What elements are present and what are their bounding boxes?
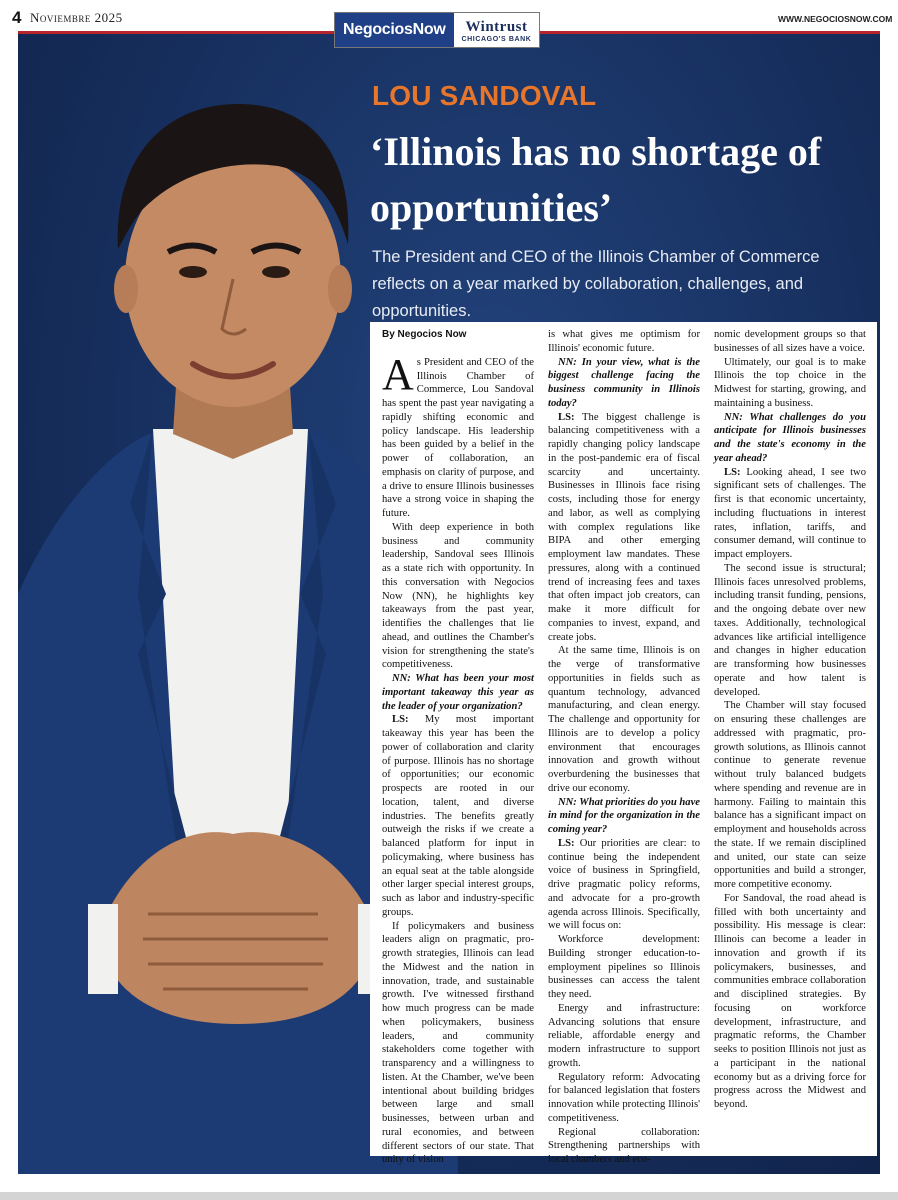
left-eye	[179, 266, 207, 278]
article-paragraph: Ultimately, our goal is to make Illinois the top choice in the Midwest for starting, growing, and maintaining a business.	[714, 356, 866, 409]
interview-answer: LS: The biggest challenge is balancing competitiveness with a rapidly changing policy landscape in the post-pandemic era of fiscal scarcity and uncertainty. Businesses in Illinois face rising costs, including those for energy and labor, as well as complying with complex regulations like BIPA and other emerging employment law mandates. These pressures, along with a continued trend of increasing fees and taxes that often impact job creators, can make it more difficult for companies to invest, expand, and create jobs.	[548, 411, 700, 643]
article-paragraph: is what gives me optimism for Illinois' economic future.	[548, 329, 700, 354]
interview-answer: LS: Our priorities are clear: to continue being the independent voice of business in Springfield, drive pragmatic policy reforms, and advocate for a pro-growth agenda across Illinois. Specifically, we will focus on:	[548, 837, 700, 932]
priority-item: Regulatory reform: Advocating for balanced legislation that fosters innovation while protecting Illinois' competitiveness.	[548, 1071, 700, 1124]
white-shirt	[153, 429, 308, 854]
interview-answer: LS: My most important takeaway this year has been the power of collaboration and clarity of purpose. Illinois has no shortage of opportunities; our economic prospects are rooted in our location, talent, and diverse industries. The benefits greatly outweigh the risks if we create a balanced platform for input in policymaking, where business has an equal seat at the table alongside other larger special interest groups, such as labor and industry-specific groups.	[382, 714, 534, 918]
article-paragraph: The Chamber will stay focused on ensuring these challenges are addressed with pragmatic, pro-growth solutions, as Illinois cannot continue to generate revenue without truly balanced budgets where spending and revenue are in harmony. Failing to maintain this balance has a significant impact on employment and households across the state. If we remain disciplined and united, our state can seize opportunities and build a stronger, more competitive economy.	[714, 700, 866, 890]
wintrust-logo	[454, 13, 540, 47]
page-bottom-edge	[0, 1192, 898, 1200]
interview-question: NN: What priorities do you have in mind for the organization in the coming year?	[548, 796, 700, 835]
page-number: 4	[12, 8, 22, 27]
article-column-1	[382, 328, 534, 1166]
left-cuff	[88, 904, 118, 994]
article-paragraph: nomic development groups so that businesses of all sizes have a voice.	[714, 329, 866, 354]
priority-item: Regional collaboration: Strengthening partnerships with local chambers and eco-	[548, 1126, 700, 1165]
priority-item: Energy and infrastructure: Advancing solutions that ensure reliable, affordable energy and modern infrastructure to support growth.	[548, 1002, 700, 1069]
article-column-2	[548, 328, 700, 1165]
article-column-3	[714, 328, 866, 1156]
article-paragraph: At the same time, Illinois is on the verge of transformative opportunities in fields such as quantum technology, advanced manufacturing, and clean energy. The challenge and opportunity for Illinois are to develop a policy environment that encourages innovation and growth without overburdening the businesses that drive our economy.	[548, 645, 700, 794]
left-ear	[114, 265, 138, 313]
interview-question: NN: In your view, what is the biggest challenge facing the business community in Illinois today?	[548, 356, 700, 409]
deck: The President and CEO of the Illinois Chamber of Commerce reflects on a year marked by collaboration, challenges, and opportunities.	[372, 248, 820, 320]
negocios-now-logo: NegociosNow	[335, 13, 454, 47]
issue-date: Noviembre 2025	[30, 10, 123, 25]
headline: ‘Illinois has no shortage of opportunities’	[370, 129, 822, 230]
interview-question: NN: What challenges do you anticipate for Illinois businesses and the state's economy in the year ahead?	[714, 411, 866, 464]
article-paragraph: For Sandoval, the road ahead is filled with both uncertainty and possibility. His message is clear: Illinois can become a leader in innovation and growth if its policymakers, businesses, and communities embrace collaboration and disciplined strategies. By focusing on workforce development, infrastructure, and pragmatic reforms, the Chamber seeks to position Illinois not just as a participant in the national economy but as a driving force for progress across the Midwest and beyond.	[714, 892, 866, 1110]
masthead-logo[interactable]	[334, 12, 540, 48]
site-url[interactable]: WWW.NEGOCIOSNOW.COM	[778, 14, 893, 24]
right-ear	[328, 265, 352, 313]
interviewee-name: LOU SANDOVAL	[372, 80, 597, 111]
interview-question: NN: What has been your most important takeaway this year as the leader of your organization?	[382, 673, 534, 712]
article-body	[370, 322, 877, 1166]
right-eye	[262, 266, 290, 278]
priority-item: Workforce development: Building stronger education-to-employment pipelines so Illinois businesses can access the talent they need.	[548, 934, 700, 1000]
article-paragraph: The second issue is structural; Illinois faces unresolved problems, including transit funding, pensions, and the ongoing debate over new taxes. Additionally, technological advances like artificial intelligence and changes in higher education are transforming how businesses operate and how talent is developed.	[714, 562, 866, 698]
drop-cap: A	[382, 349, 414, 399]
wintrust-tagline: CHICAGO'S BANK	[461, 36, 532, 43]
article-paragraph: If policymakers and business leaders align on pragmatic, pro-growth strategies, Illinois can lead the Midwest and the nation in innovation, trade, and sustainable growth. I've witnessed firsthand how much progress can be made when policymakers, business leaders, and community stakeholders come together with transparency and a willingness to listen. At the Chamber, we've been intentional about building bridges between large and small businesses, between urban and rural economies, and between different sectors of our state. That unity of vision	[382, 920, 534, 1166]
byline: By Negocios Now	[382, 329, 467, 340]
interview-answer: LS: Looking ahead, I see two significant sets of challenges. The first is that economic uncertainty, including fluctuations in interest rates, inflation, tariffs, and consumer demand, will continue to impact employers.	[714, 466, 866, 560]
wintrust-wordmark: Wintrust	[465, 19, 528, 35]
article-paragraph: With deep experience in both business and community leadership, Sandoval sees Illinois as a state rich with opportunity. In this conversation with Negocios Now (NN), he highlights key takeaways from the past year, identifies the challenges that lie ahead, and outlines the Chamber's vision for strengthening the state's competitiveness.	[382, 521, 534, 671]
article-paragraph: As President and CEO of the Illinois Chamber of Commerce, Lou Sandoval has spent the past year navigating a rapidly shifting economic and policy landscape. His leadership has been guided by a belief in the power of collaboration, an emphasis on clarity of purpose, and a drive to ensure Illinois businesses have a strong voice in shaping the future.	[382, 349, 534, 519]
